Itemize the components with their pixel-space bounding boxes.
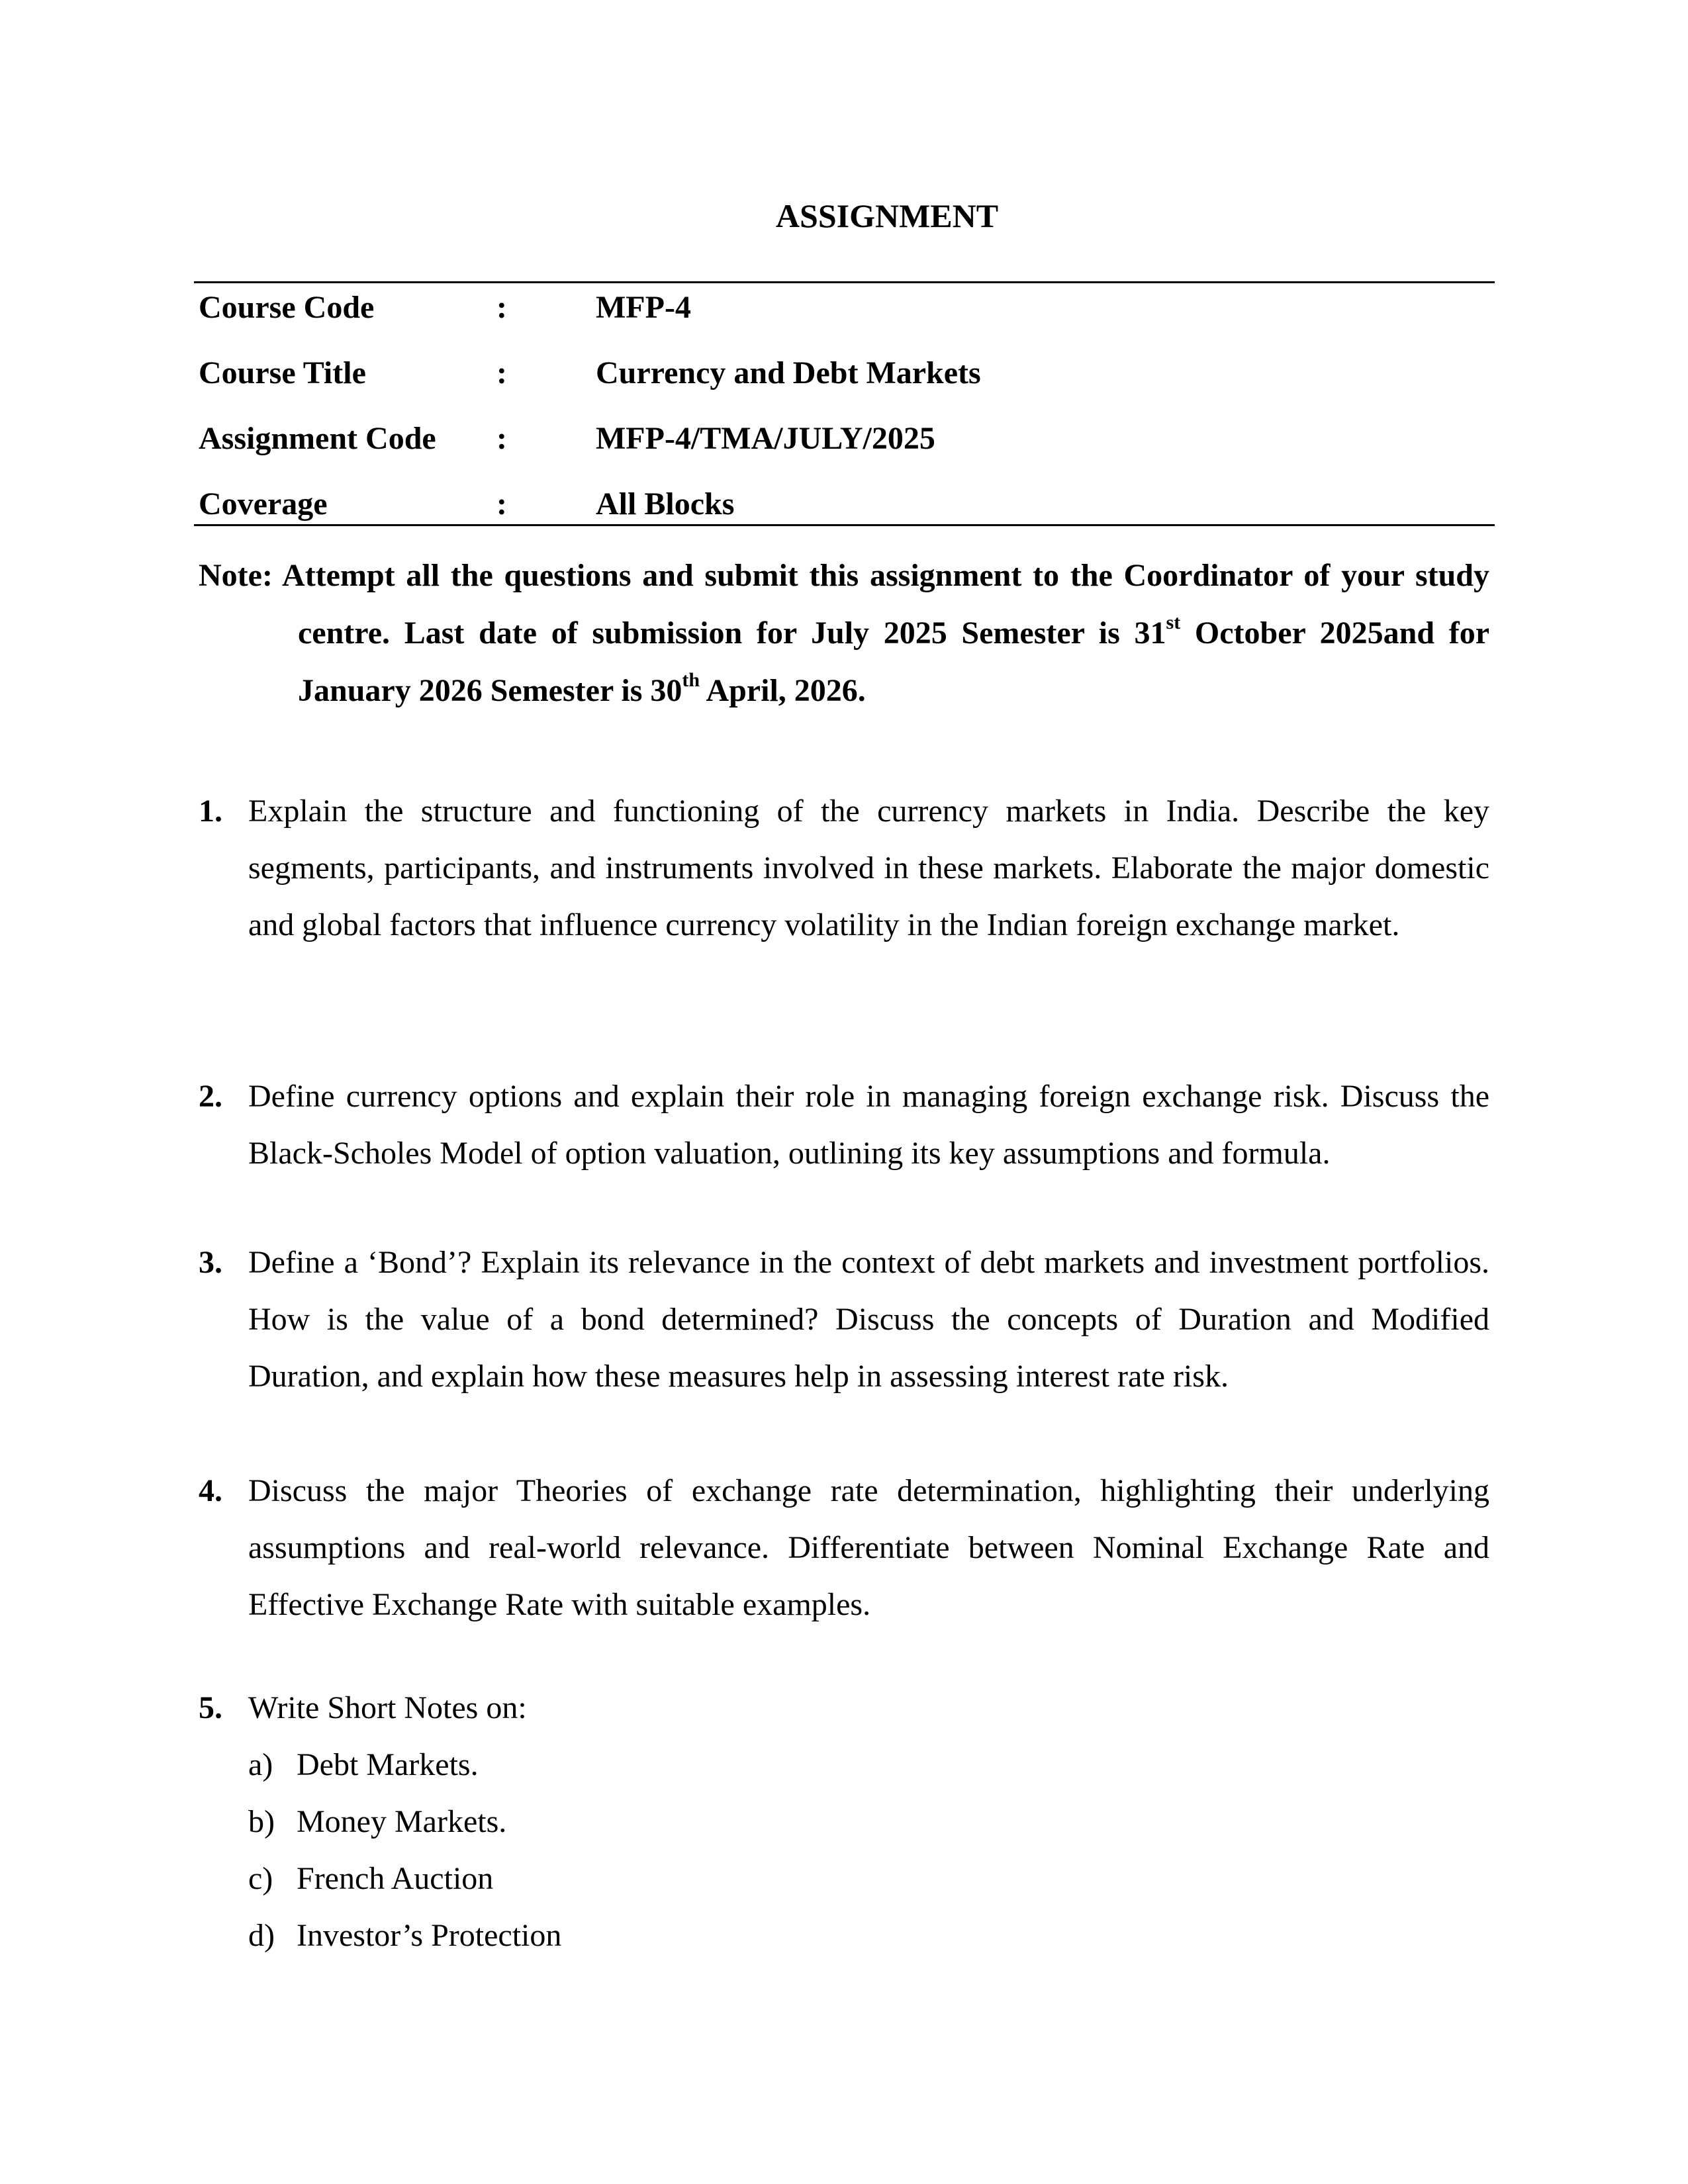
- question-text: Define currency options and explain their role in managing foreign exchange risk. Discuss the Black-Scholes Model of option valuation, outlining its key assumptions and formula.: [248, 1079, 1489, 1171]
- info-row-assignment-code: [199, 416, 1489, 481]
- info-row-coverage: [199, 481, 1489, 547]
- top-divider: [194, 281, 1495, 283]
- info-value: MFP-4/TMA/JULY/2025: [596, 421, 935, 456]
- note-text-part1: Note: Attempt all the questions and submit this assignment to the Coordinator of your study centre. Last date of submission for July 2025 Semester is 31: [199, 558, 1489, 651]
- info-row-course-title: [199, 350, 1489, 416]
- list-item-text: Investor’s Protection: [297, 1918, 562, 1953]
- question-2: [199, 1068, 1489, 1182]
- info-value: Currency and Debt Markets: [596, 355, 981, 390]
- question-3: [199, 1234, 1489, 1405]
- list-item-letter: b): [248, 1804, 275, 1839]
- question-text: Explain the structure and functioning of the currency markets in India. Describe the key segments, participants, and instruments involved in these markets. Elaborate the major domestic and global factors that influence currency volatility in the Indian foreign exchange market.: [248, 794, 1489, 942]
- info-label: Assignment Code: [199, 421, 436, 456]
- question-5: [199, 1680, 1489, 1737]
- question-number: 3.: [199, 1245, 222, 1280]
- note-superscript-2: th: [682, 669, 700, 691]
- list-item-text: French Auction: [297, 1861, 494, 1896]
- question-number: 2.: [199, 1079, 222, 1114]
- question-text: Discuss the major Theories of exchange rate determination, highlighting their underlying assumptions and real-world relevance. Differentiate between Nominal Exchange Rate and Effective Exchange Rate with suitable examples.: [248, 1473, 1489, 1622]
- info-colon: :: [496, 355, 507, 390]
- question-text: Define a ‘Bond’? Explain its relevance in the context of debt markets and investment portfolios. How is the value of a bond determined? Discuss the concepts of Duration and Modified Duration, and explain how these measures help in assessing interest rate risk.: [248, 1245, 1489, 1394]
- question-text: Write Short Notes on:: [248, 1690, 527, 1725]
- info-colon: :: [496, 421, 507, 456]
- course-info-table: [199, 285, 1489, 547]
- info-label: Coverage: [199, 486, 328, 522]
- note-superscript-1: st: [1166, 612, 1181, 633]
- list-item-letter: c): [248, 1861, 273, 1896]
- info-colon: :: [496, 486, 507, 522]
- question-4: [199, 1463, 1489, 1633]
- list-item-letter: a): [248, 1747, 273, 1782]
- submission-note: [199, 547, 1489, 719]
- info-value: MFP-4: [596, 290, 691, 325]
- note-text-part2: October 2025and for January 2026 Semester is 30: [298, 615, 1489, 708]
- info-row-course-code: [199, 285, 1489, 350]
- list-item-text: Debt Markets.: [297, 1747, 479, 1782]
- question-number: 5.: [199, 1690, 222, 1725]
- list-item-letter: d): [248, 1918, 275, 1953]
- info-value: All Blocks: [596, 486, 735, 522]
- note-text-part3: April, 2026.: [700, 673, 866, 708]
- list-item-text: Money Markets.: [297, 1804, 507, 1839]
- info-colon: :: [496, 290, 507, 325]
- question-number: 4.: [199, 1473, 222, 1508]
- page-title: ASSIGNMENT: [775, 197, 999, 234]
- info-label: Course Code: [199, 290, 375, 325]
- info-label: Course Title: [199, 355, 366, 390]
- bottom-divider: [194, 524, 1495, 526]
- question-number: 1.: [199, 794, 222, 829]
- question-1: [199, 783, 1489, 954]
